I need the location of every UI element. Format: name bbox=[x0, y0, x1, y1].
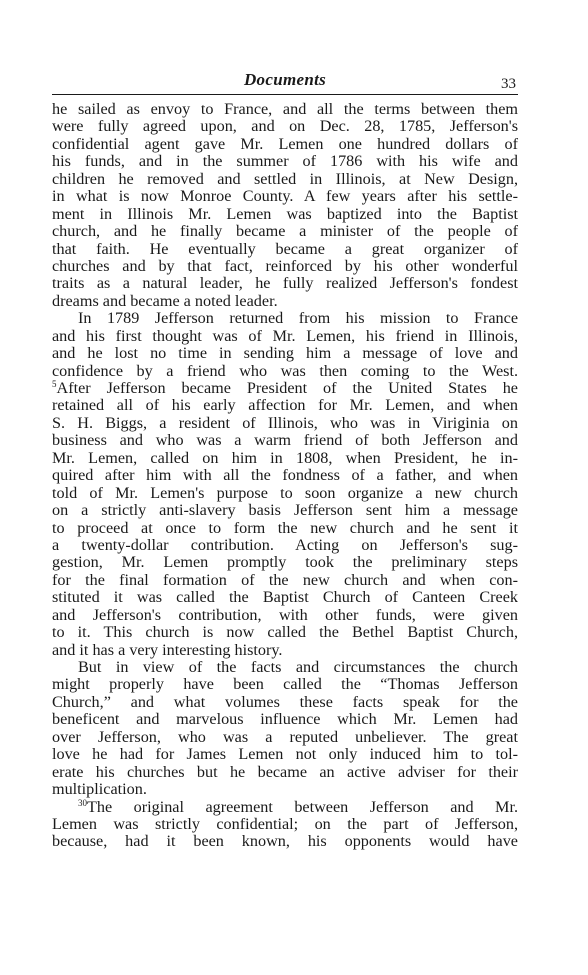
text-line bbox=[52, 223, 518, 240]
line-text: Lemen was strictly confidential; on the part of Jefferson, bbox=[52, 814, 518, 833]
line-text: church, and he finally became a minister of the people of bbox=[52, 222, 518, 241]
text-line bbox=[52, 241, 518, 258]
text-line bbox=[52, 275, 518, 292]
text-line bbox=[52, 363, 518, 380]
line-text: dreams and became a noted leader. bbox=[52, 291, 278, 310]
line-text: Church,” and what volumes these facts speak for the bbox=[52, 692, 518, 711]
line-text: But in view of the facts and circumstances the church bbox=[78, 658, 518, 676]
line-text: S. H. Biggs, a resident of Illinois, who was in Viriginia on bbox=[52, 413, 518, 432]
line-text: told of Mr. Lemen's purpose to soon organize a new church bbox=[52, 483, 518, 502]
line-text: might properly have been called the “Thomas Jefferson bbox=[52, 675, 518, 694]
text-line bbox=[52, 188, 518, 205]
text-line bbox=[52, 694, 518, 711]
line-text: confidential agent gave Mr. Lemen one hundred dollars of bbox=[52, 134, 518, 153]
text-line bbox=[52, 764, 518, 781]
line-text: a twenty-dollar contribution. Acting on Jefferson's sug- bbox=[52, 535, 518, 554]
text-line bbox=[52, 676, 518, 693]
line-text: business and who was a warm friend of both Jefferson and bbox=[52, 431, 518, 450]
text-line bbox=[52, 729, 518, 746]
line-text: In 1789 Jefferson returned from his mission to France bbox=[78, 309, 518, 328]
line-text: and he lost no time in sending him a message of love and bbox=[52, 344, 518, 363]
line-text: churches and by that fact, reinforced by his other wonderful bbox=[52, 256, 518, 275]
line-text: on a strictly anti-slavery basis Jefferson sent him a message bbox=[52, 501, 518, 520]
line-text: were fully agreed upon, and on Dec. 28, 1785, Jefferson's bbox=[52, 117, 518, 136]
text-line bbox=[52, 171, 518, 188]
line-text: multiplication. bbox=[52, 780, 147, 799]
line-text: traits as a natural leader, he fully realized Jefferson's fondest bbox=[52, 274, 518, 293]
text-line bbox=[52, 206, 518, 223]
text-line bbox=[52, 136, 518, 153]
text-line bbox=[52, 153, 518, 170]
text-line bbox=[52, 258, 518, 275]
line-text: over Jefferson, who was a reputed unbeliever. The great bbox=[52, 727, 518, 746]
line-text: Mr. Lemen, called on him in 1808, when President, he in- bbox=[52, 448, 518, 467]
text-line bbox=[52, 624, 518, 641]
line-text: because, had it been known, his opponents would have bbox=[52, 832, 518, 851]
text-line bbox=[52, 450, 518, 467]
line-text: quired after him with all the fondness of a father, and when bbox=[52, 466, 518, 485]
text-line bbox=[52, 799, 518, 816]
line-text: to it. This church is now called the Bethel Baptist Church, bbox=[52, 623, 518, 642]
text-line bbox=[52, 345, 518, 362]
line-text: his funds, and in the summer of 1786 with his wife and bbox=[52, 152, 518, 171]
line-text: and it has a very interesting history. bbox=[52, 640, 283, 659]
line-text: and Jefferson's contribution, with other funds, were given bbox=[52, 605, 518, 624]
text-line bbox=[52, 432, 518, 449]
text-line bbox=[52, 781, 518, 798]
text-line bbox=[52, 118, 518, 135]
text-line bbox=[52, 502, 518, 519]
text-line bbox=[52, 589, 518, 606]
line-text: ment in Illinois Mr. Lemen was baptized into the Baptist bbox=[52, 204, 518, 223]
text-line bbox=[52, 537, 518, 554]
text-line bbox=[52, 746, 518, 763]
line-text: gestion, Mr. Lemen promptly took the preliminary steps bbox=[52, 553, 518, 572]
text-line bbox=[52, 415, 518, 432]
line-text: in what is now Monroe County. A few years after his settle- bbox=[52, 187, 518, 206]
text-line bbox=[52, 293, 518, 310]
text-line bbox=[52, 101, 518, 118]
body-text bbox=[52, 101, 518, 851]
text-line bbox=[52, 833, 518, 850]
line-text: children he removed and settled in Illinois, at New Design, bbox=[52, 169, 518, 188]
text-line bbox=[52, 554, 518, 571]
line-text: After Jefferson became President of the United States he bbox=[56, 379, 518, 397]
text-line bbox=[52, 816, 518, 833]
text-line bbox=[52, 397, 518, 414]
page-number: 33 bbox=[501, 76, 516, 92]
text-line bbox=[52, 310, 518, 327]
line-text: beneficent and marvelous influence which Mr. Lemen had bbox=[52, 710, 518, 729]
line-text: stituted it was called the Baptist Church of Canteen Creek bbox=[52, 588, 518, 607]
line-text: to proceed at once to form the new church and he sent it bbox=[52, 518, 518, 537]
footnote-marker: 30 bbox=[78, 797, 87, 808]
running-title: Documents bbox=[243, 70, 327, 89]
text-line bbox=[52, 328, 518, 345]
line-text: for the final formation of the new church and when con- bbox=[52, 570, 518, 589]
text-line bbox=[52, 607, 518, 624]
text-line bbox=[52, 467, 518, 484]
line-text: he sailed as envoy to France, and all the terms between them bbox=[52, 100, 518, 118]
line-text: confidence by a friend who was then coming to the West. bbox=[52, 361, 518, 380]
text-line bbox=[52, 485, 518, 502]
book-page bbox=[52, 68, 518, 851]
line-text: and his first thought was of Mr. Lemen, his friend in Illinois, bbox=[52, 326, 518, 345]
running-head bbox=[52, 68, 518, 95]
line-text: The original agreement between Jefferson and Mr. bbox=[87, 797, 518, 816]
text-line bbox=[52, 520, 518, 537]
line-text: erate his churches but he became an active adviser for their bbox=[52, 762, 518, 781]
footnote-marker: 5 bbox=[52, 379, 57, 389]
line-text: that faith. He eventually became a great organizer of bbox=[52, 239, 518, 258]
text-line bbox=[52, 659, 518, 676]
line-text: retained all of his early affection for Mr. Lemen, and when bbox=[52, 396, 518, 415]
text-line bbox=[52, 642, 518, 659]
text-line bbox=[52, 380, 518, 397]
text-line bbox=[52, 711, 518, 728]
text-line bbox=[52, 572, 518, 589]
line-text: love he had for James Lemen not only induced him to tol- bbox=[52, 745, 518, 764]
